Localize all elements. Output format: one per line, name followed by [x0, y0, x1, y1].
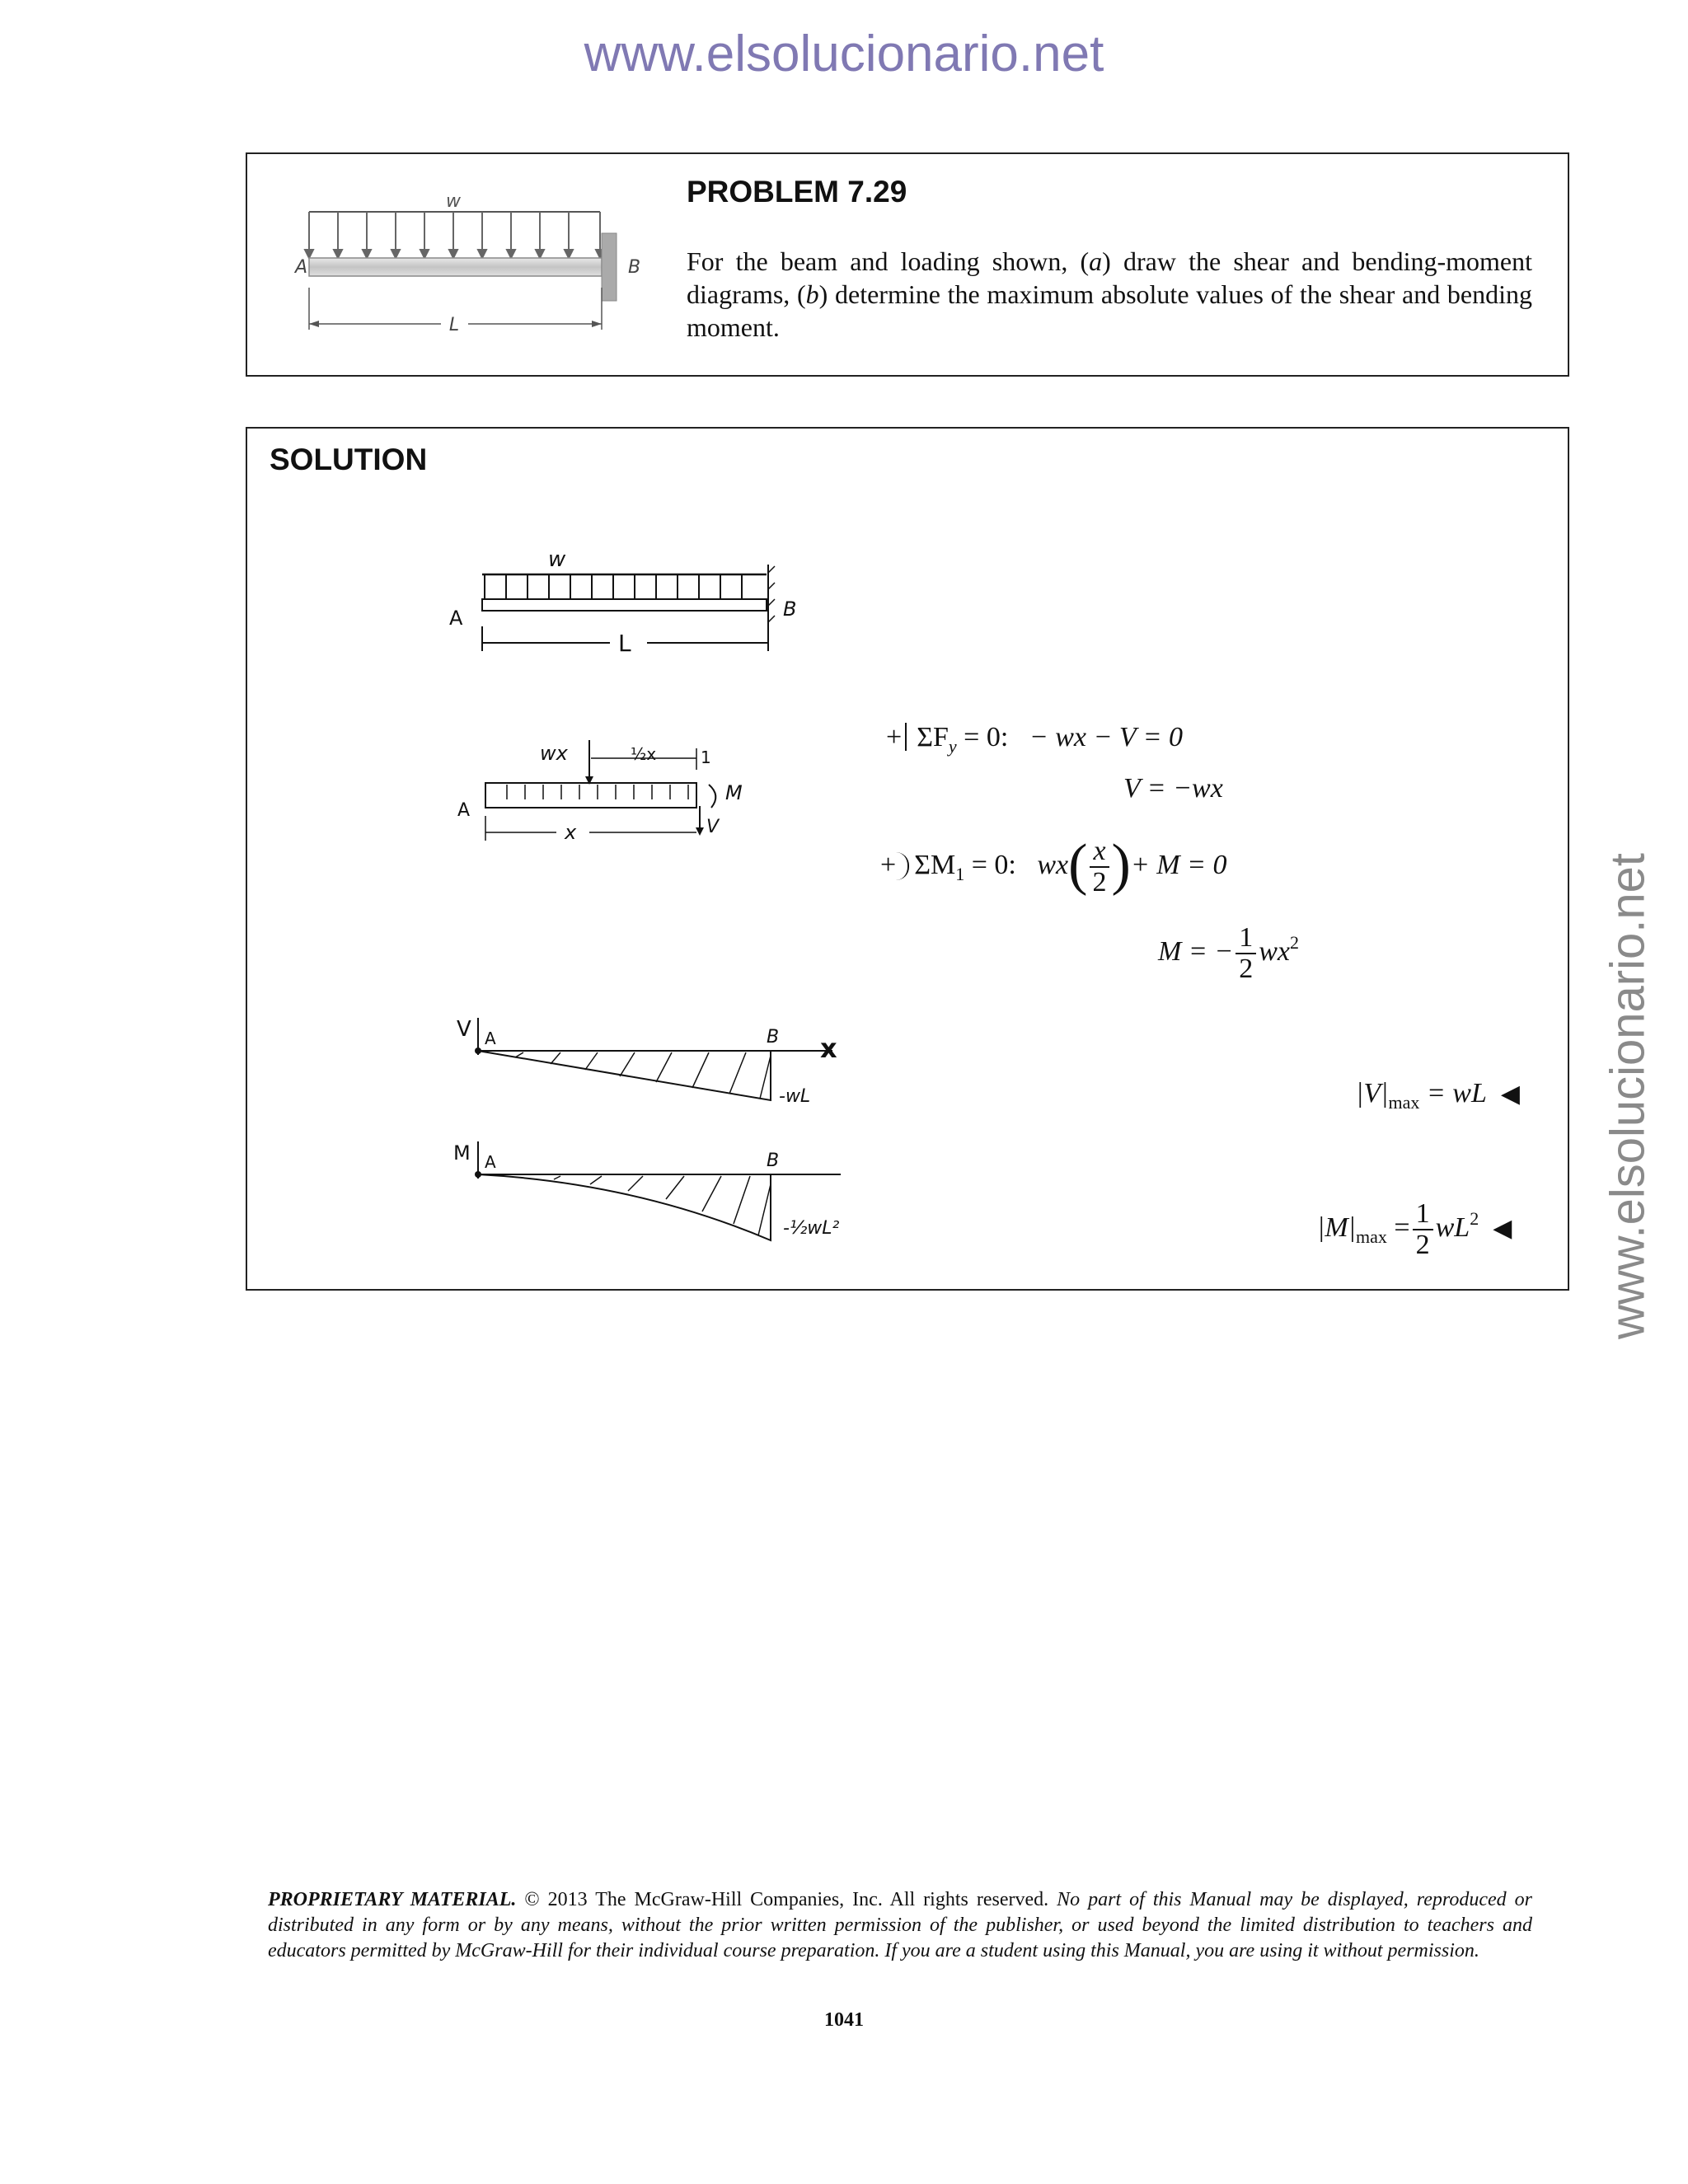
svg-text:A: A	[449, 607, 463, 630]
problem-load-label: w	[446, 191, 461, 212]
answer-mmax: $|M|_{max}$ = $\frac{1}{2}$ $wL^2$ ◀	[1317, 1198, 1512, 1260]
page-number: 1041	[824, 2009, 864, 2031]
beam	[309, 258, 602, 276]
problem-left-label: A	[295, 257, 308, 278]
svg-text:-½wL²: -½wL²	[783, 1218, 840, 1239]
svg-text:M: M	[725, 781, 743, 804]
svg-text:A: A	[485, 1152, 496, 1172]
svg-text:w: w	[548, 548, 566, 572]
eq-sum-m: + $\Sigma M_1 = 0$: wx( $\frac{x}{2}$ )+ M = 0	[880, 833, 1227, 898]
answer-marker-icon: ◀	[1500, 1080, 1520, 1108]
svg-text:wx: wx	[540, 742, 568, 765]
svg-text:B: B	[783, 598, 797, 621]
answer-vmax: $|V|_{max}$ = wL ◀	[1356, 1078, 1520, 1113]
up-arrow-icon	[905, 723, 907, 751]
svg-text:B: B	[767, 1151, 780, 1171]
ccw-moment-icon	[896, 852, 909, 880]
watermark-top[interactable]: www.elsolucionario.net	[584, 26, 1104, 82]
solution-title: SOLUTION	[270, 443, 428, 476]
problem-title: PROBLEM 7.29	[687, 175, 907, 209]
answer-marker-icon: ◀	[1493, 1213, 1512, 1243]
svg-text:M: M	[453, 1141, 471, 1165]
svg-text:x: x	[820, 1033, 837, 1064]
eq-v-result: V = −wx	[1123, 773, 1223, 804]
svg-text:-wL: -wL	[779, 1086, 811, 1107]
problem-span-label: L	[448, 315, 460, 335]
sketch-beam	[445, 548, 824, 663]
problem-figure	[280, 185, 659, 342]
svg-text:1: 1	[701, 748, 711, 767]
svg-text:V: V	[706, 817, 720, 837]
proprietary-notice: PROPRIETARY MATERIAL. © 2013 The McGraw-Hill Companies, Inc. All rights reserved. No part of this Manual may be displayed, reproduced or distributed in any form or by any means, without the prior written permission of the publisher, or used beyond the limited distribution to teachers and educators permitted by McGraw-Hill for their individual course preparation. If you are a student using this Manual, you are using it without permission.	[268, 1889, 1532, 1961]
eq-sum-fy: + $\Sigma F_y = 0$: − wx − V = 0	[886, 722, 1184, 757]
svg-text:½x: ½x	[631, 744, 657, 764]
problem-statement: For the beam and loading shown, (a) draw the shear and bending-moment diagrams, (b) determine the maximum absolute values of the shear and bending moment.	[687, 246, 1533, 342]
svg-text:x: x	[565, 821, 577, 844]
sketch-moment-diagram	[445, 1133, 857, 1257]
svg-text:V: V	[457, 1017, 471, 1042]
sketch-free-body	[449, 733, 779, 857]
load-arrows	[305, 212, 604, 258]
watermark-side-text: www.elsolucionario.net	[1601, 853, 1655, 1339]
eq-m-result: M = − $\frac{1}{2}$ $wx^2$	[1158, 922, 1299, 984]
svg-text:B: B	[767, 1027, 780, 1047]
svg-text:A: A	[485, 1029, 496, 1048]
svg-text:L: L	[618, 630, 631, 657]
wall-support	[602, 233, 617, 301]
sketch-shear-diagram	[445, 1010, 857, 1117]
problem-right-label: B	[628, 257, 641, 278]
svg-text:A: A	[457, 800, 471, 821]
